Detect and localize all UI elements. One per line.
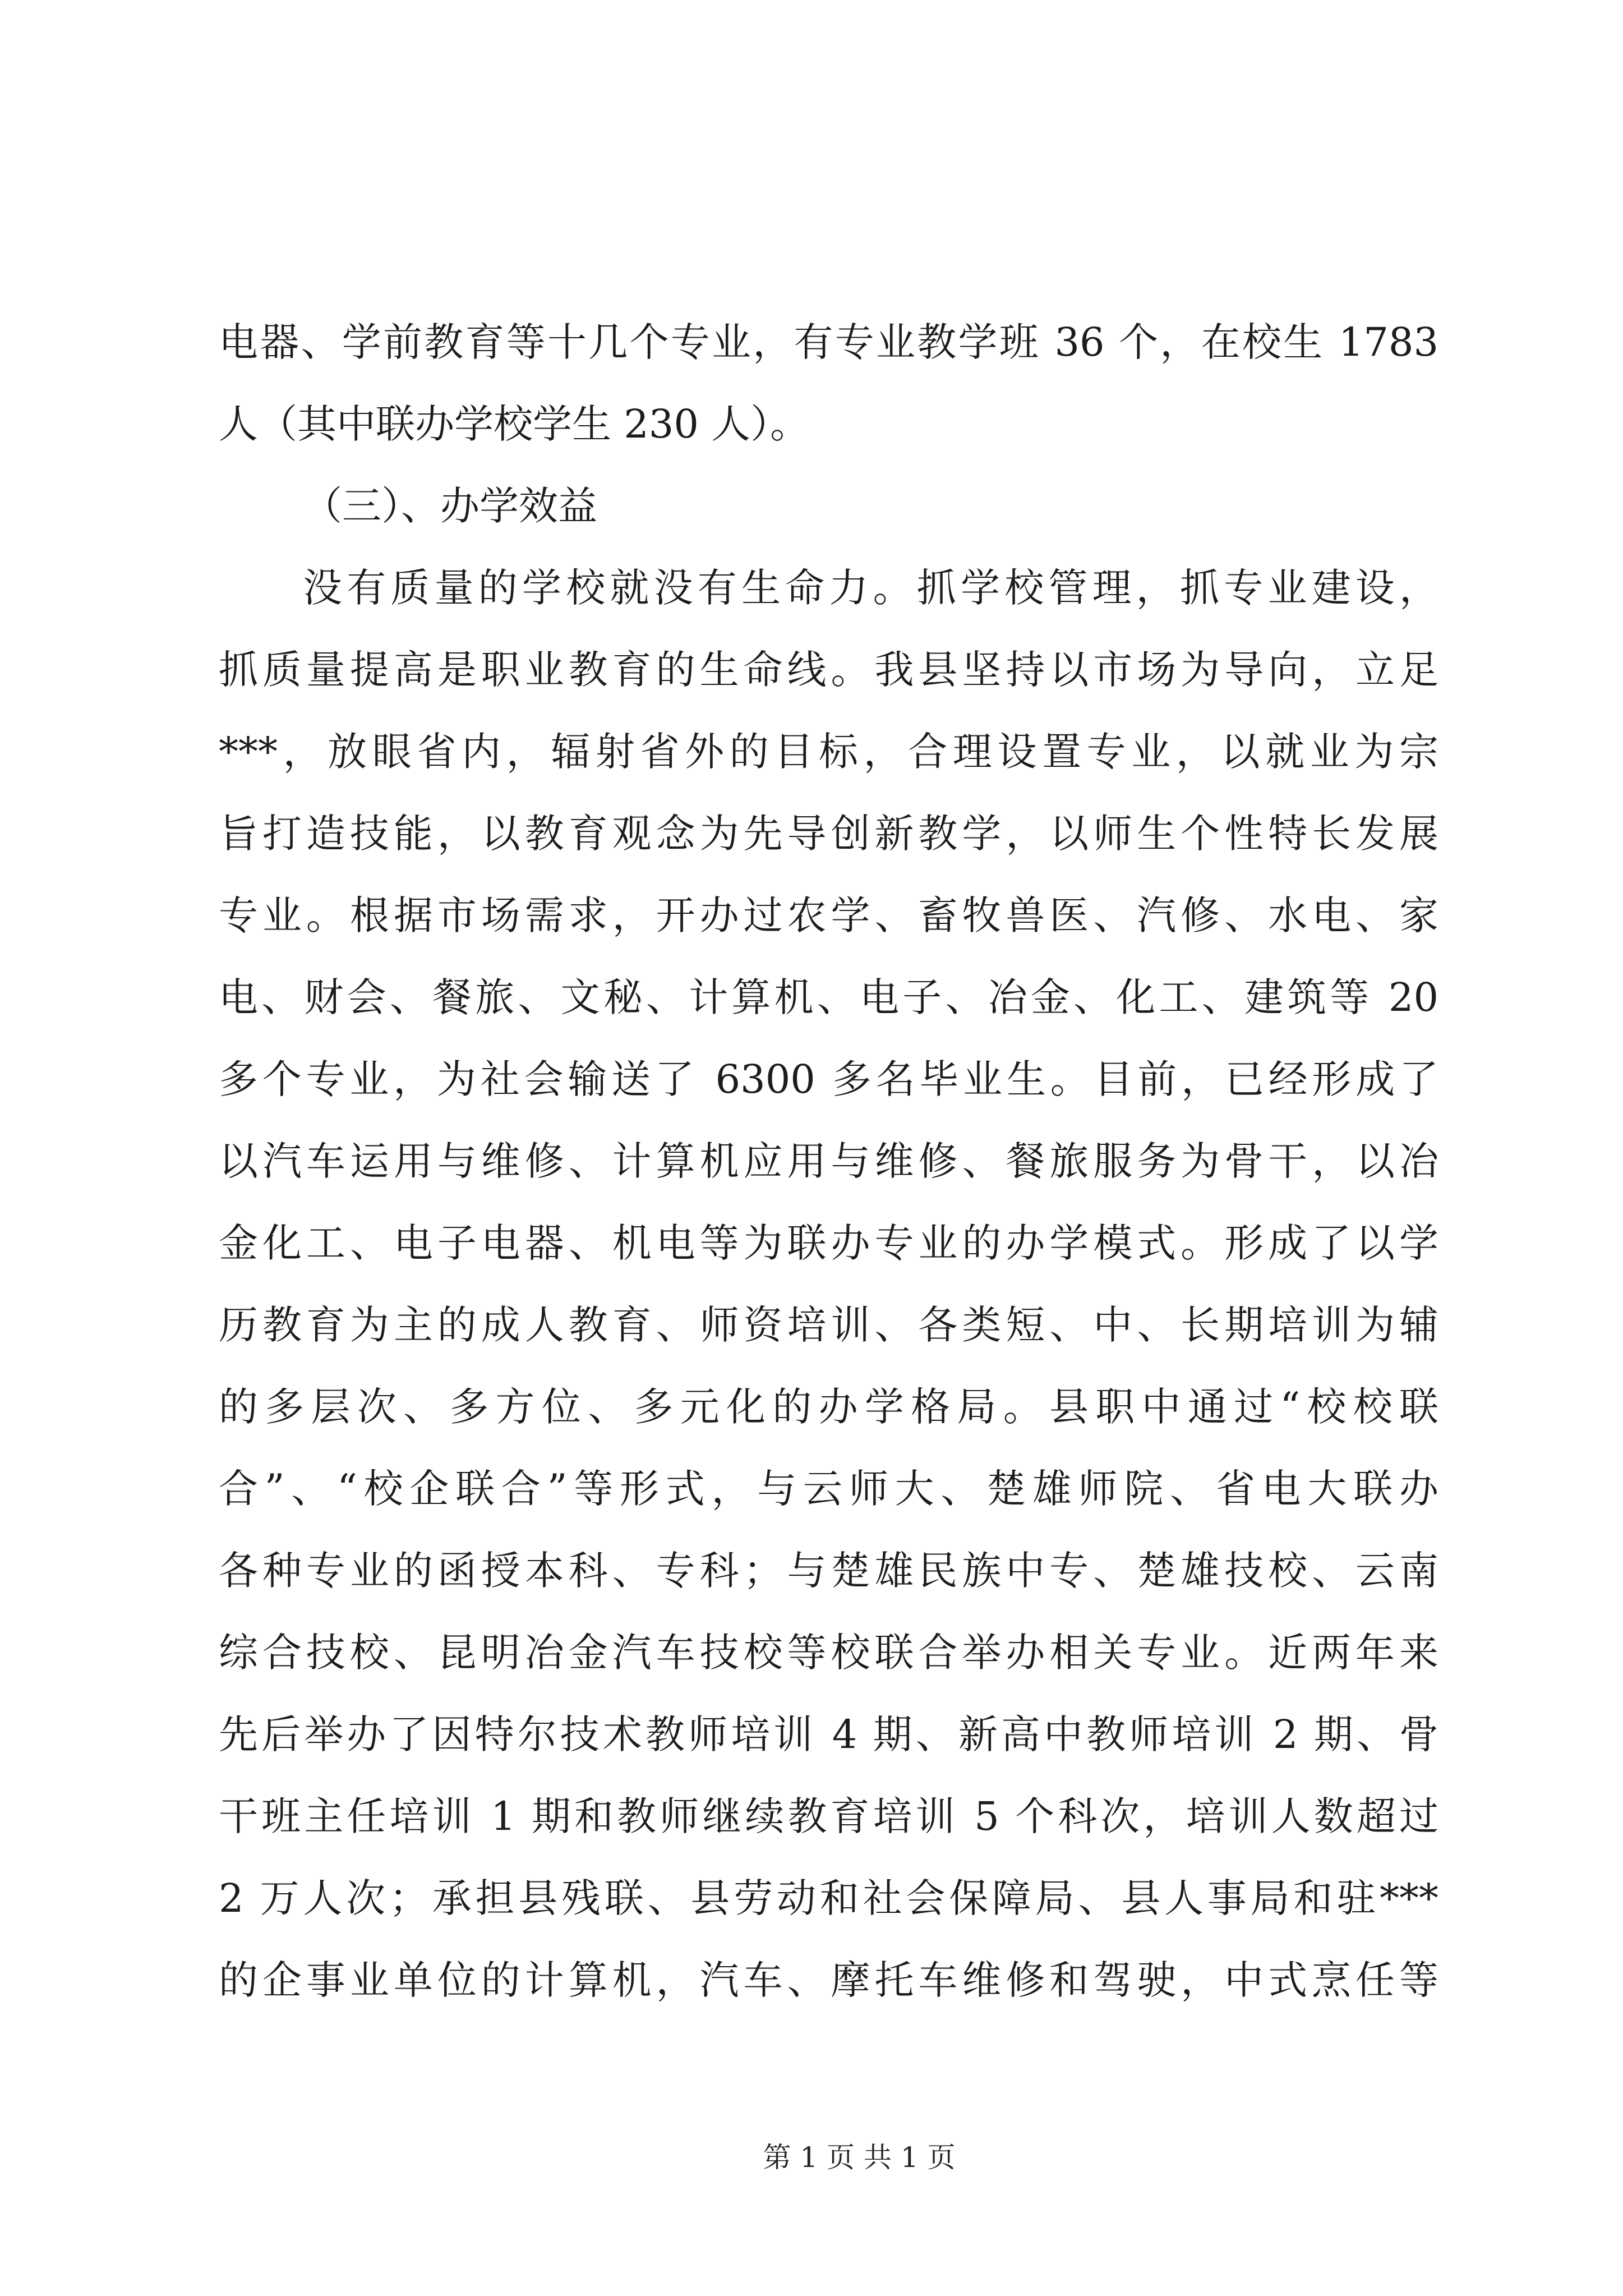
text-line: 旨打造技能，以教育观念为先导创新教学，以师生个性特长发展: [219, 811, 1438, 857]
text-line: 以汽车运用与维修、计算机应用与维修、餐旅服务为骨干，以冶: [219, 1138, 1438, 1184]
text-line: 合”、“校企联合”等形式，与云师大、楚雄师院、省电大联办: [219, 1466, 1438, 1512]
text-line: 先后举办了因特尔技术教师培训 4 期、新高中教师培训 2 期、骨: [219, 1711, 1438, 1757]
text-line: 的企事业单位的计算机，汽车、摩托车维修和驾驶，中式烹任等: [219, 1957, 1438, 2003]
text-line: 人（其中联办学校学生 230 人）。: [219, 401, 810, 447]
text-line: 历教育为主的成人教育、师资培训、各类短、中、长期培训为辅: [219, 1302, 1438, 1348]
document-body: [219, 301, 1438, 2021]
paragraph-school-benefits: [219, 547, 1438, 2021]
text-line: 2 万人次；承担县残联、县劳动和社会保障局、县人事局和驻***: [219, 1875, 1438, 1921]
text-line: 各种专业的函授本科、专科；与楚雄民族中专、楚雄技校、云南: [219, 1548, 1438, 1594]
text-line: 干班主任培训 1 期和教师继续教育培训 5 个科次，培训人数超过: [219, 1793, 1438, 1839]
text-line: 专业。根据市场需求，开办过农学、畜牧兽医、汽修、水电、家: [219, 892, 1438, 938]
text-line: 多个专业，为社会输送了 6300 多名毕业生。目前，已经形成了: [219, 1056, 1438, 1102]
text-line: 金化工、电子电器、机电等为联办专业的办学模式。形成了以学: [219, 1220, 1438, 1266]
text-line: 抓质量提高是职业教育的生命线。我县坚持以市场为导向，立足: [219, 647, 1438, 693]
page-footer: 第 1 页 共 1 页: [763, 2141, 956, 2174]
text-line: 综合技校、昆明冶金汽车技校等校联合举办相关专业。近两年来: [219, 1630, 1438, 1676]
text-line: 没有质量的学校就没有生命力。抓学校管理，抓专业建设，: [303, 565, 1438, 611]
text-line: 电、财会、餐旅、文秘、计算机、电子、冶金、化工、建筑等 20: [219, 974, 1438, 1020]
section-heading: （三）、办学效益: [303, 483, 597, 529]
paragraph-continued: [219, 301, 1438, 465]
text-line: 电器、学前教育等十几个专业，有专业教学班 36 个，在校生 1783: [219, 319, 1438, 365]
text-line: 的多层次、多方位、多元化的办学格局。县职中通过“校校联: [219, 1384, 1438, 1430]
text-line: ***，放眼省内，辐射省外的目标，合理设置专业，以就业为宗: [219, 729, 1438, 775]
